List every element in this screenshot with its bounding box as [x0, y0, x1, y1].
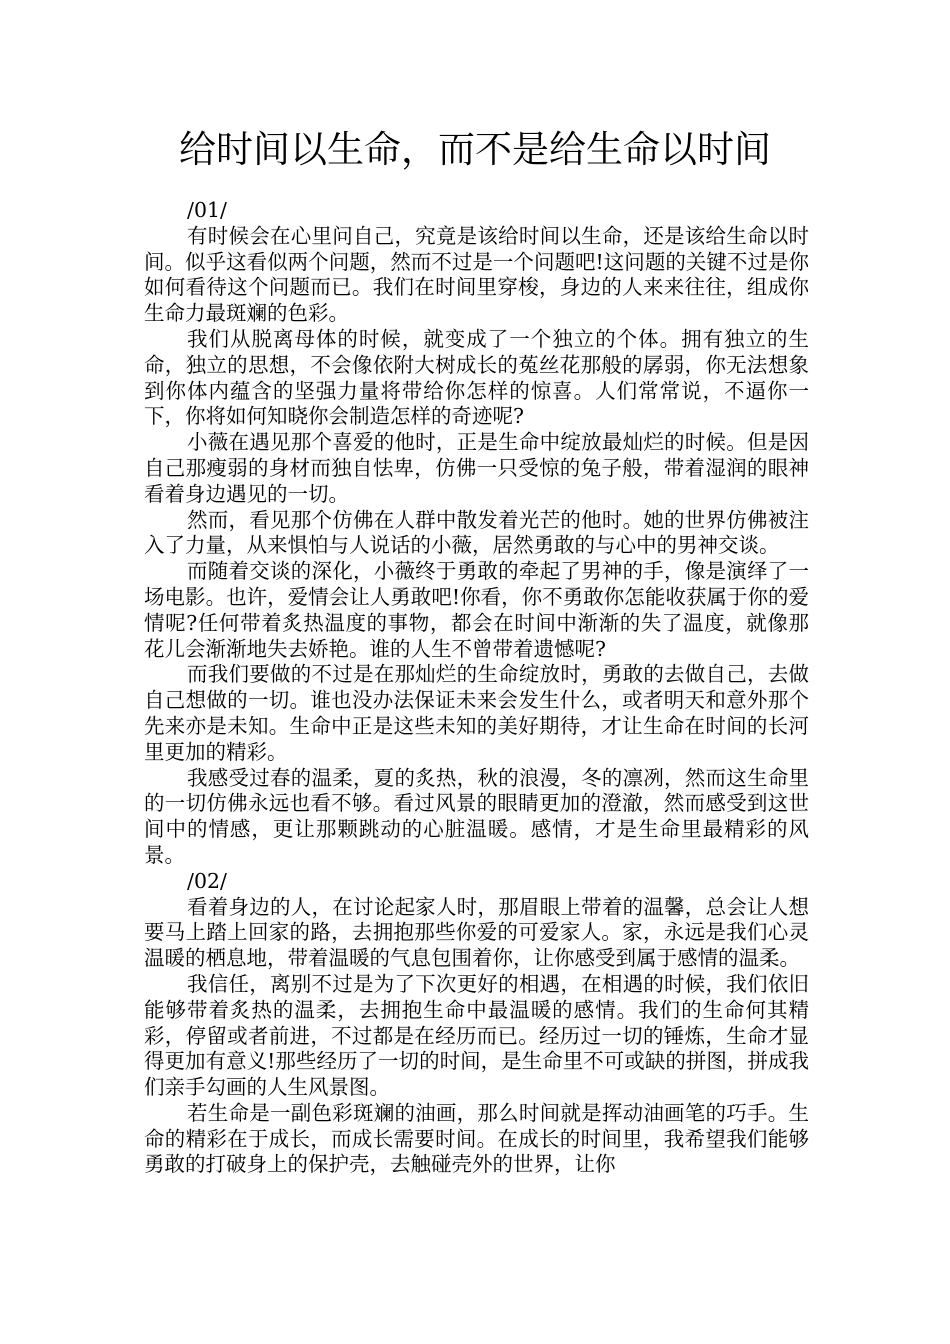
paragraph: 然而，看见那个仿佛在人群中散发着光芒的他时。她的世界仿佛被注入了力量，从来惧怕与人说话的小薇，居然勇敢的与心中的男神交谈。 — [144, 507, 809, 558]
section-marker: /01/ — [187, 198, 227, 222]
paragraph: 我感受过春的温柔，夏的炙热，秋的浪漫，冬的凛冽，然而这生命里的一切仿佛永远也看不够。看过风景的眼睛更加的澄澈，然而感受到这世间中的情感，更让那颗跳动的心脏温暖。感情，才是生命里最精彩的风景。 — [144, 765, 809, 867]
paragraph: 小薇在遇见那个喜爱的他时，正是生命中绽放最灿烂的时候。但是因自己那瘦弱的身材而独自怯卑，仿佛一只受惊的兔子般，带着湿润的眼神看着身边遇见的一切。 — [144, 430, 809, 506]
document-body — [144, 198, 809, 1178]
paragraph: 而我们要做的不过是在那灿烂的生命绽放时，勇敢的去做自己，去做自己想做的一切。谁也没办法保证未来会发生什么，或者明天和意外那个先来亦是未知。生命中正是这些未知的美好期待，才让生命在时间的长河里更加的精彩。 — [144, 662, 809, 764]
paragraph: 有时候会在心里问自己，究竟是该给时间以生命，还是该给生命以时间。似乎这看似两个问题，然而不过是一个问题吧!这问题的关键不过是你如何看待这个问题而已。我们在时间里穿梭，身边的人来来往往，组成你生命力最斑斓的色彩。 — [144, 223, 809, 326]
document-title: 给时间以生命，而不是给生命以时间 — [179, 128, 771, 171]
paragraph: 而随着交谈的深化，小薇终于勇敢的牵起了男神的手，像是演绎了一场电影。也许，爱情会让人勇敢吧!你看，你不勇敢你怎能收获属于你的爱情呢?任何带着炙热温度的事物，都会在时间中渐渐的失了温度，就像那花儿会渐渐地失去娇艳。谁的人生不曾带着遗憾呢? — [144, 559, 809, 661]
paragraph: 我们从脱离母体的时候，就变成了一个独立的个体。拥有独立的生命，独立的思想，不会像依附大树成长的菟丝花那般的孱弱，你无法想象到你体内蕴含的坚强力量将带给你怎样的惊喜。人们常常说，不逼你一下，你将如何知晓你会制造怎样的奇迹呢? — [144, 326, 809, 429]
paragraph: 看着身边的人，在讨论起家人时，那眉眼上带着的温馨，总会让人想要马上踏上回家的路，去拥抱那些你爱的可爱家人。家，永远是我们心灵温暖的栖息地，带着温暖的气息包围着你，让你感受到属于感情的温柔。 — [144, 894, 809, 971]
section-marker: /02/ — [187, 868, 227, 893]
paragraph: 若生命是一副色彩斑斓的油画，那么时间就是挥动油画笔的巧手。生命的精彩在于成长，而成长需要时间。在成长的时间里，我希望我们能够勇敢的打破身上的保护壳，去触碰壳外的世界，让你 — [144, 1100, 809, 1177]
paragraph: 我信任，离别不过是为了下次更好的相遇，在相遇的时候，我们依旧能够带着炙热的温柔，去拥抱生命中最温暖的感情。我们的生命何其精彩，停留或者前进，不过都是在经历而已。经历过一切的锤炼，生命才显得更加有意义!那些经历了一切的时间，是生命里不可或缺的拼图，拼成我们亲手勾画的人生风景图。 — [144, 971, 809, 1100]
